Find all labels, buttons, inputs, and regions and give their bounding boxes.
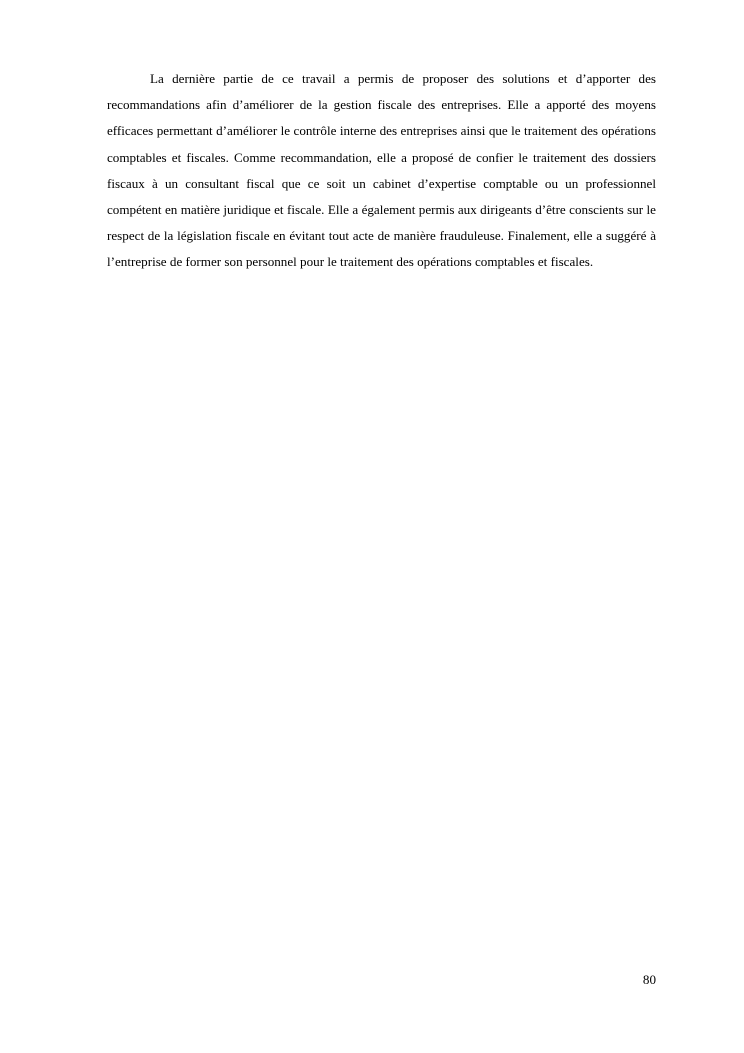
- page-number: 80: [642, 972, 656, 987]
- body-paragraph: La dernière partie de ce travail a permis de proposer des solutions et d’apporter des recommandations afin d’améliorer de la gestion fiscale des entreprises. Elle a apporté des moyens efficaces permettant d’améliorer le contrôle interne des entreprises ainsi que le traitement des opérations comptables et fiscales. Comme recommandation, elle a proposé de confier le traitement des dossiers fiscaux à un consultant fiscal que ce soit un cabinet d’expertise comptable ou un professionnel compétent en matière juridique et fiscale. Elle a également permis aux dirigeants d’être conscients sur le respect de la législation fiscale en évitant tout acte de manière frauduleuse. Finalement, elle a suggéré à l’entreprise de former son personnel pour le traitement des opérations comptables et fiscales.: [107, 71, 656, 270]
